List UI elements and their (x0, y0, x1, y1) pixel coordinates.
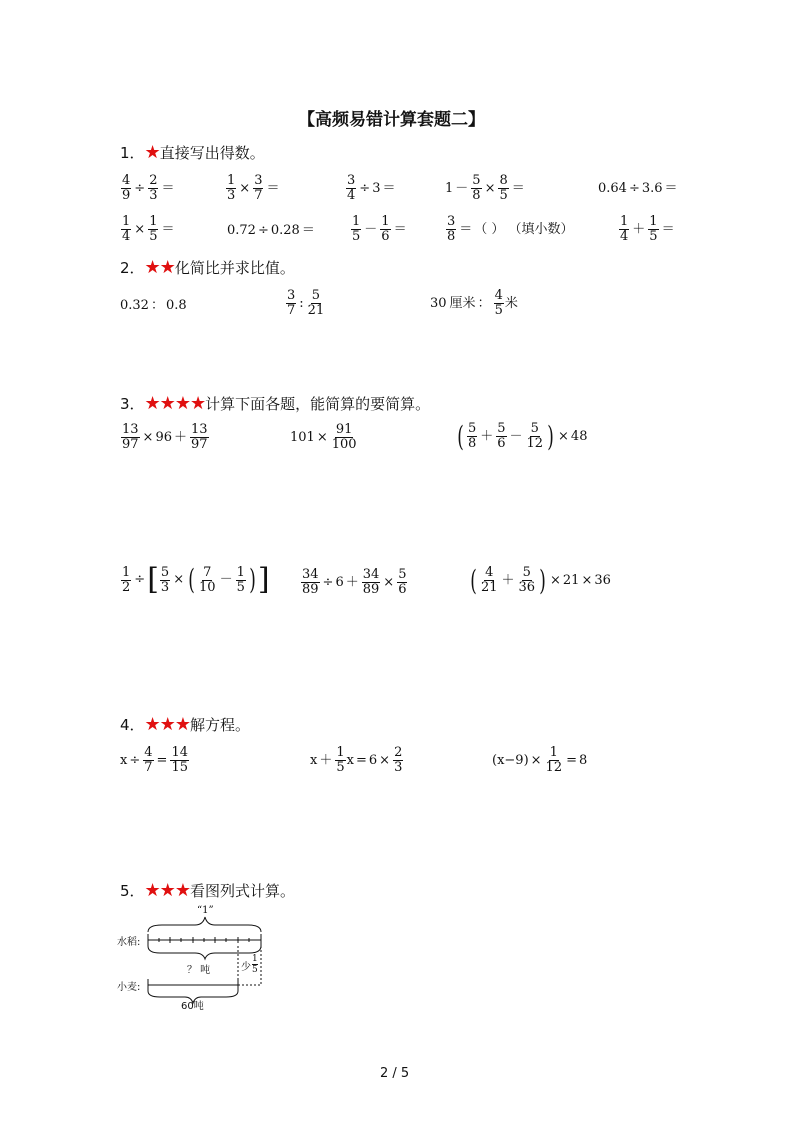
problem-3c: ( $\frac{5}{8}$ ＋ $\frac{5}{6}$ － $\frac{5}{12}$ ) × 48 (457, 419, 588, 453)
top-brace (148, 917, 261, 932)
star-icon: ★★★ (144, 880, 190, 901)
problem-1i: $\frac{3}{8}$ ＝ （ ） （填小数） (447, 214, 574, 244)
section-1-heading (120, 142, 265, 164)
problem-2a: 0.32 ： 0.8 (120, 298, 187, 313)
equation-4b: x ＋ $\frac{1}{5}$ x = 6 × $\frac{2}{3}$ (310, 745, 403, 775)
problem-3f: ( $\frac{4}{21}$ ＋ $\frac{5}{36}$ ) × 21 × 36 (470, 563, 611, 597)
page-number: 2 / 5 (380, 1066, 410, 1081)
problem-3b: 101 × $\frac{91}{100}$ (290, 422, 357, 452)
problem-2c: 30 厘米 ： $\frac{4}{5}$ 米 (430, 288, 518, 318)
problem-1e: 0.64 ÷ 3.6 ＝ (598, 181, 678, 196)
label-tons: ？ 吨 (187, 965, 211, 976)
problem-1f: $\frac{1}{4}$ × $\frac{1}{5}$ ＝ (122, 214, 175, 244)
section-5-heading: 5．★★★看图列式计算。 (120, 880, 295, 901)
page-title: 【高频易错计算套题二】 (298, 110, 485, 130)
section-3-heading: 3．★★★★计算下面各题，能简算的要简算。 (120, 393, 431, 414)
equation-4a: x ÷ $\frac{4}{7}$ = $\frac{14}{15}$ (120, 745, 188, 775)
problem-3d: $\frac{1}{2}$ ÷ [ $\frac{5}{3}$ × ( $\frac{7}{10}$ － $\frac{1}{5}$ ) ] (122, 562, 270, 597)
problem-1g: 0.72 ÷ 0.28 ＝ (227, 223, 315, 238)
line-segment-diagram (115, 905, 275, 1010)
problem-1b: $\frac{1}{3}$ × $\frac{3}{7}$ ＝ (227, 173, 280, 203)
label-sixty: 60吨 (181, 1001, 204, 1012)
problem-1c: $\frac{3}{4}$ ÷ 3 ＝ (347, 173, 396, 203)
star-icon: ★★ (144, 257, 175, 278)
answer-blank[interactable]: （ ） (474, 221, 505, 237)
problem-1a: $\frac{4}{9}$ ÷ $\frac{2}{3}$ ＝ (122, 173, 175, 203)
section-number: 1． (120, 144, 145, 162)
label-less: 少 (241, 962, 251, 973)
star-icon: ★★★ (144, 714, 190, 735)
problem-3e: $\frac{34}{89}$ ÷ 6 ＋ $\frac{34}{89}$ × $\frac{5}{6}$ (302, 567, 407, 597)
section-4-heading: 4．★★★解方程。 (120, 714, 250, 735)
label-one: “1” (197, 905, 214, 916)
problem-1d: 1 － $\frac{5}{8}$ × $\frac{8}{5}$ ＝ (445, 173, 525, 203)
section-2-heading: 2．★★化简比并求比值。 (120, 257, 295, 278)
label-less-fraction: 1 5 (252, 954, 258, 975)
label-wheat: 小麦: (117, 982, 141, 993)
section-text: 直接写出得数。 (159, 144, 265, 162)
label-rice: 水稻: (117, 937, 141, 948)
problem-3a: $\frac{13}{97}$ × 96 ＋ $\frac{13}{97}$ (122, 422, 208, 452)
star-icon: ★★★★ (144, 393, 206, 414)
problem-1j: $\frac{1}{4}$ ＋ $\frac{1}{5}$ ＝ (620, 214, 675, 244)
star-icon: ★ (144, 142, 160, 163)
problem-1h: $\frac{1}{5}$ － $\frac{1}{6}$ ＝ (352, 214, 407, 244)
problem-2b: $\frac{3}{7}$ : $\frac{5}{21}$ (287, 288, 325, 318)
equation-4c: (x−9) × $\frac{1}{12}$ = 8 (492, 745, 588, 775)
